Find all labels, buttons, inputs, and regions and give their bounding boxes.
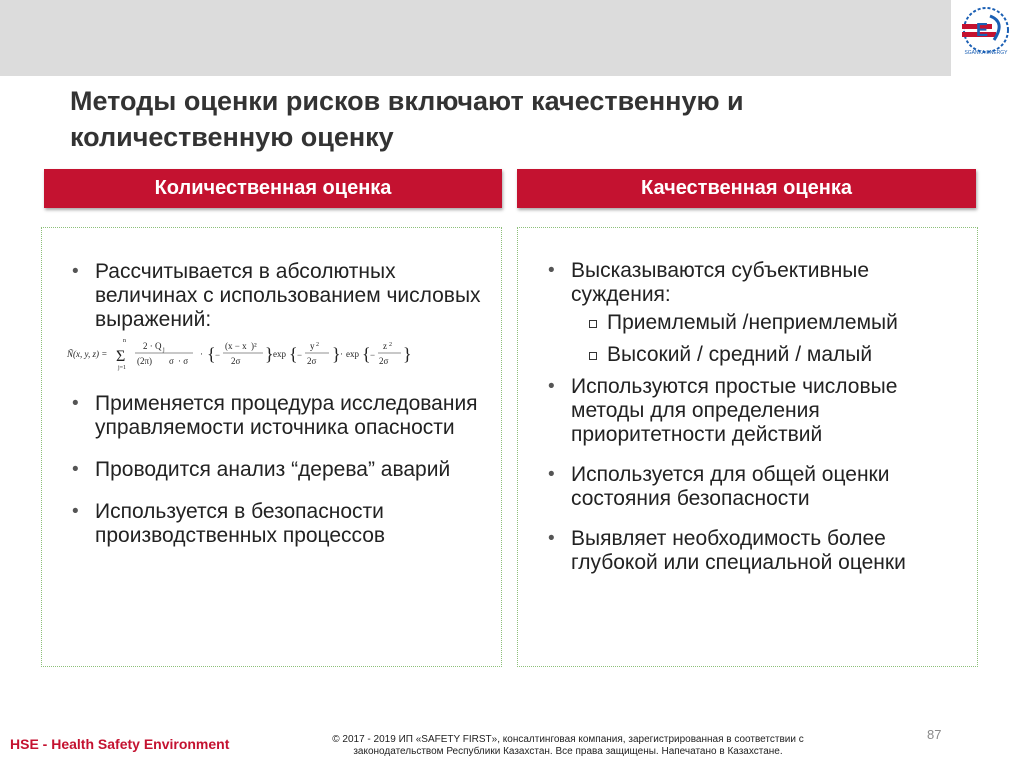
sublist-item: Высокий / средний / малый [585, 343, 965, 367]
svg-text:j: j [163, 347, 165, 353]
svg-text:Σ: Σ [116, 348, 126, 365]
svg-text:·: · [200, 349, 203, 359]
quantitative-panel [41, 227, 502, 667]
svg-text:Ñ(x, y, z) =: Ñ(x, y, z) = [67, 349, 108, 359]
list-item: • Применяется процедура исследования управляемости источника опасности [72, 392, 489, 440]
svg-text:2 · Q: 2 · Q [143, 341, 162, 351]
svg-text:σ: σ [169, 356, 174, 366]
brand-logo [954, 6, 1018, 58]
svg-text:2σ: 2σ [307, 356, 317, 366]
quantitative-bullets [67, 260, 489, 548]
logo-text: SGANKA ENERGY [964, 50, 1008, 56]
svg-text:2: 2 [389, 342, 392, 348]
svg-text:· σ: · σ [178, 356, 189, 366]
svg-text:E: E [976, 20, 989, 40]
list-item [548, 259, 965, 367]
svg-text:−: − [215, 350, 221, 360]
bullet-text: Рассчитывается в абсолютных величинах с использованием числовых выражений: [95, 260, 481, 331]
svg-text:(2π): (2π) [137, 356, 153, 366]
svg-text:{: { [362, 344, 371, 364]
bullet-text: Высказываются субъективные суждения: [571, 259, 870, 306]
svg-text:·: · [340, 349, 343, 359]
sublist [571, 311, 965, 367]
qualitative-bullets [548, 259, 965, 575]
svg-text:2: 2 [316, 342, 319, 348]
svg-text:j=1: j=1 [118, 365, 127, 371]
svg-text:{: { [207, 344, 216, 364]
footer-label: HSE - Health Safety Environment [10, 736, 230, 752]
copyright-line: законодательством Республики Казахстан. Все права защищены. Напечатано в Казахстане. [353, 746, 783, 757]
qualitative-panel [517, 227, 978, 667]
top-banner [0, 0, 951, 76]
list-item: • Проводится анализ “дерева” аварий [72, 458, 489, 482]
svg-text:(x − x: (x − x [225, 341, 247, 351]
svg-text:}: } [332, 344, 341, 364]
svg-text:{: { [289, 344, 298, 364]
svg-text:}: } [265, 344, 274, 364]
page-number: 87 [927, 727, 942, 742]
svg-text:−: − [297, 350, 303, 360]
svg-text:n: n [123, 338, 126, 344]
svg-text:2σ: 2σ [231, 356, 241, 366]
quantitative-header: Количественная оценка [44, 169, 502, 208]
svg-text:y: y [310, 341, 315, 351]
copyright-notice [268, 734, 868, 758]
copyright-line: © 2017 - 2019 ИП «SAFETY FIRST», консалтинговая компания, зарегистрированная в соответствии с [332, 734, 804, 745]
list-item: • Выявляет необходимость более глубокой или специальной оценки [548, 527, 965, 575]
svg-text:exp: exp [346, 349, 359, 359]
svg-text:2σ: 2σ [379, 356, 389, 366]
list-item [67, 260, 489, 374]
list-item: • Используются простые числовые методы для определения приоритетности действий [548, 375, 965, 447]
list-item: • Используется в безопасности производственных процессов [72, 500, 489, 548]
svg-text:}: } [403, 344, 412, 364]
page-title: Методы оценки рисков включают качественную и количественную оценку [70, 86, 744, 152]
svg-text:)²: )² [251, 341, 257, 351]
svg-text:−: − [370, 350, 376, 360]
svg-text:z: z [383, 341, 387, 351]
svg-text:exp: exp [273, 349, 286, 359]
qualitative-header: Качественная оценка [517, 169, 976, 208]
list-item: • Используется для общей оценки состояния безопасности [548, 463, 965, 511]
dispersion-formula [65, 334, 410, 374]
sublist-item: Приемлемый /неприемлемый [585, 311, 965, 335]
